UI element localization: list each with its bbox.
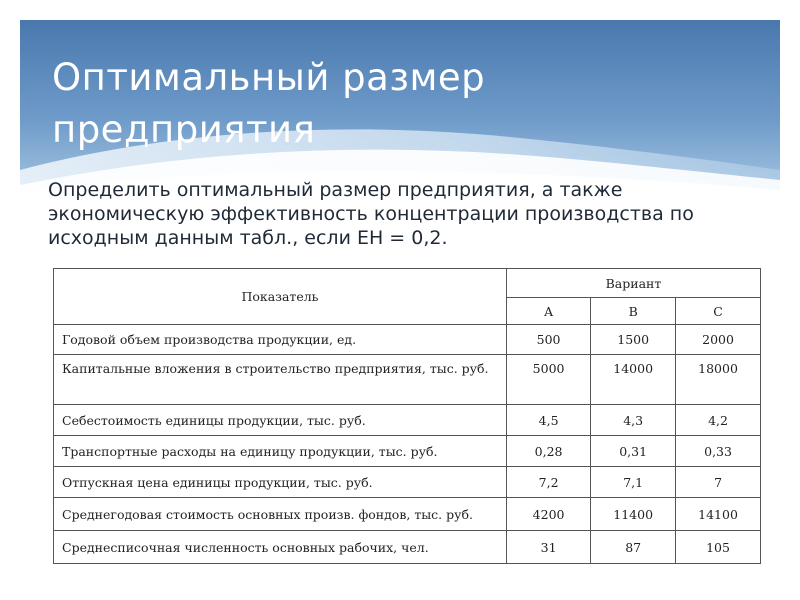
parameter-column-header: Показатель [54, 269, 507, 325]
row-label: Среднегодовая стоимость основных произв. фондов, тыс. руб. [54, 498, 507, 531]
row-label: Себестоимость единицы продукции, тыс. руб. [54, 405, 507, 436]
variant-b-header: В [591, 298, 676, 325]
value-c: 0,33 [676, 436, 761, 467]
table-row [54, 531, 761, 564]
value-b: 11400 [591, 498, 676, 531]
value-c: 2000 [676, 325, 761, 355]
value-a: 0,28 [506, 436, 590, 467]
slide-title: Оптимальный размер предприятия [52, 56, 486, 151]
value-a: 4200 [506, 498, 590, 531]
row-label: Среднесписочная численность основных рабочих, чел. [54, 531, 507, 564]
value-b: 87 [591, 531, 676, 564]
source-data-table [53, 268, 761, 564]
variant-c-header: С [676, 298, 761, 325]
value-a: 7,2 [506, 467, 590, 498]
value-c: 7 [676, 467, 761, 498]
table-row [54, 436, 761, 467]
table-row [54, 467, 761, 498]
value-c: 4,2 [676, 405, 761, 436]
value-c: 18000 [676, 355, 761, 405]
value-b: 4,3 [591, 405, 676, 436]
value-a: 500 [506, 325, 590, 355]
value-b: 1500 [591, 325, 676, 355]
value-a: 31 [506, 531, 590, 564]
value-b: 7,1 [591, 467, 676, 498]
value-b: 0,31 [591, 436, 676, 467]
value-c: 105 [676, 531, 761, 564]
row-label: Отпускная цена единицы продукции, тыс. руб. [54, 467, 507, 498]
value-a: 5000 [506, 355, 590, 405]
variant-a-header: А [506, 298, 590, 325]
value-c: 14100 [676, 498, 761, 531]
row-label: Капитальные вложения в строительство предприятия, тыс. руб. [54, 355, 507, 405]
table-header-row [54, 269, 761, 298]
task-description: Определить оптимальный размер предприятия, а также экономическую эффективность концентрации производства по исходным данным табл., если ЕН = 0,2. [48, 179, 694, 249]
table-row [54, 325, 761, 355]
table-row [54, 498, 761, 531]
value-b: 14000 [591, 355, 676, 405]
table-row [54, 355, 761, 405]
variant-group-header: Вариант [506, 269, 760, 298]
value-a: 4,5 [506, 405, 590, 436]
row-label: Годовой объем производства продукции, ед. [54, 325, 507, 355]
table-row [54, 405, 761, 436]
row-label: Транспортные расходы на единицу продукции, тыс. руб. [54, 436, 507, 467]
